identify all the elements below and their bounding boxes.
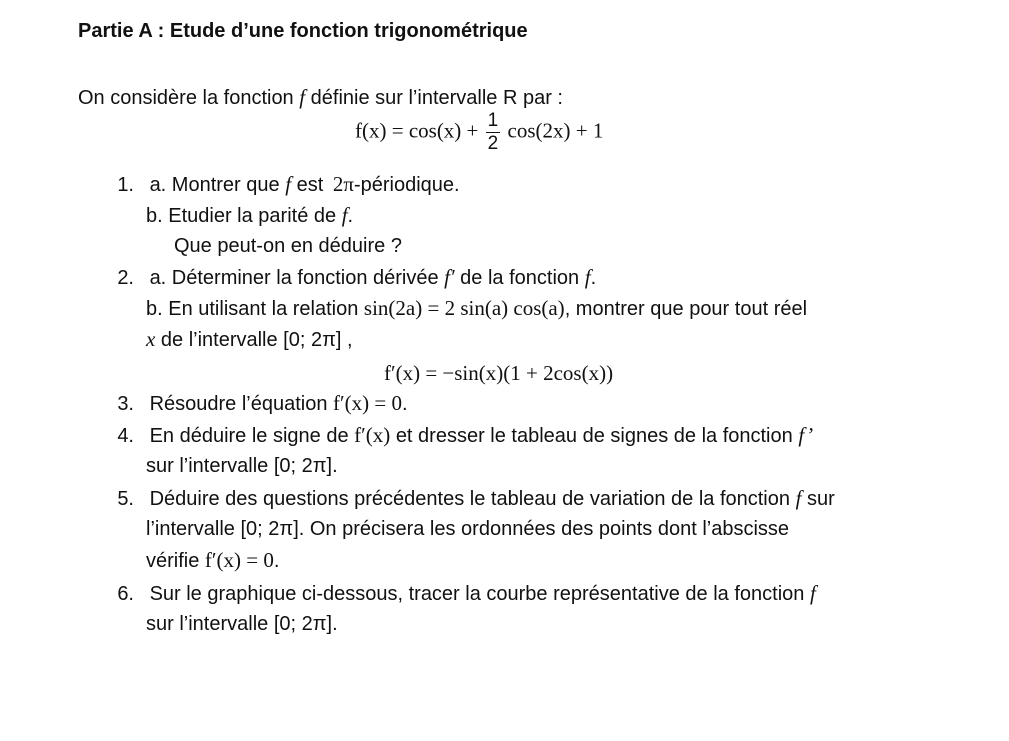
intro-var: f [299,85,306,109]
q1a-label: a. Montrer que [149,174,280,196]
q1a-var: f [285,172,292,196]
question-3 [108,393,408,414]
question-6-number: 6. [117,583,134,605]
question-5-number: 5. [117,488,134,510]
q1a-period: 2π [332,172,354,196]
main-formula-right: cos(2x) + 1 [507,118,604,143]
q4-text: et dresser le tableau de signes de la fonction [395,425,793,447]
q6-var: f [809,581,816,605]
q4-var: f’ [798,423,814,447]
question-2a [108,267,596,288]
q3-formula: f′(x) = 0 [333,391,402,415]
q5-var: f [795,486,802,510]
q1b-end: . [347,205,354,227]
q1a-text: est [296,174,324,196]
q2a-text: de la fonction [460,267,580,289]
q5-line3-formula: f′(x) = 0 [204,548,274,572]
derivative-formula: f′(x) = −sin(x)(1 + 2cos(x)) [384,361,614,385]
q5-line1-text: Déduire des questions précédentes le tableau de variation de la fonction [149,488,790,510]
q4-formula: f′(x) [354,423,391,447]
question-2-number: 2. [117,267,134,289]
question-5-line1 [108,488,835,509]
q6-line1-text: Sur le graphique ci-dessous, tracer la courbe représentative de la fonction [149,583,805,605]
question-1a [108,174,460,195]
question-1-number: 1. [117,174,134,196]
q1a-tail: -périodique. [353,174,460,196]
q2a-var2: f [584,265,591,289]
q5-line3-label: vérifie [146,550,200,572]
intro-text-after: définie sur l’intervalle R par : [310,87,563,109]
q3-end: . [401,393,408,415]
q3-label: Résoudre l’équation [149,393,328,415]
q2b-interval: de l’intervalle [0; 2π] , [160,329,353,351]
q2b-tail: , montrer que pour tout réel [564,298,808,320]
q1b-label: b. Etudier la parité de [146,205,337,227]
fraction-numerator: 1 [487,110,499,131]
q5-line1-end: sur [806,488,835,510]
q5-line3-end: . [273,550,280,572]
q4-label: En déduire le signe de [149,425,349,447]
question-1c: Que peut-on en déduire ? [174,235,402,257]
main-formula-left: f(x) = cos(x) + [355,118,479,143]
q2a-label: a. Déterminer la fonction dérivée [149,267,439,289]
q2b-relation: sin(2a) = 2 sin(a) cos(a) [363,296,565,320]
main-formula-fraction [486,111,500,154]
question-1b [146,205,353,226]
question-2b-line1 [146,298,807,319]
question-3-number: 3. [117,393,134,415]
main-formula [355,111,603,154]
q2a-var: f′ [444,265,455,289]
question-2b-line2 [146,329,353,350]
question-4-line2: sur l’intervalle [0; 2π]. [146,455,338,477]
question-4-line1 [108,425,813,446]
fraction-denominator: 2 [487,132,499,154]
question-4-number: 4. [117,425,134,447]
q2a-end: . [590,267,597,289]
q1b-var: f [341,203,348,227]
q2b-label: b. En utilisant la relation [146,298,359,320]
q2b-var: x [146,327,156,351]
section-title: Partie A : Etude d’une fonction trigonométrique [78,20,528,42]
intro-paragraph [78,87,563,108]
question-6-line2: sur l’intervalle [0; 2π]. [146,613,338,635]
question-6-line1 [108,583,816,604]
question-5-line2: l’intervalle [0; 2π]. On précisera les ordonnées des points dont l’abscisse [146,518,790,540]
question-5-line3 [146,550,279,571]
intro-text-before: On considère la fonction [78,87,294,109]
